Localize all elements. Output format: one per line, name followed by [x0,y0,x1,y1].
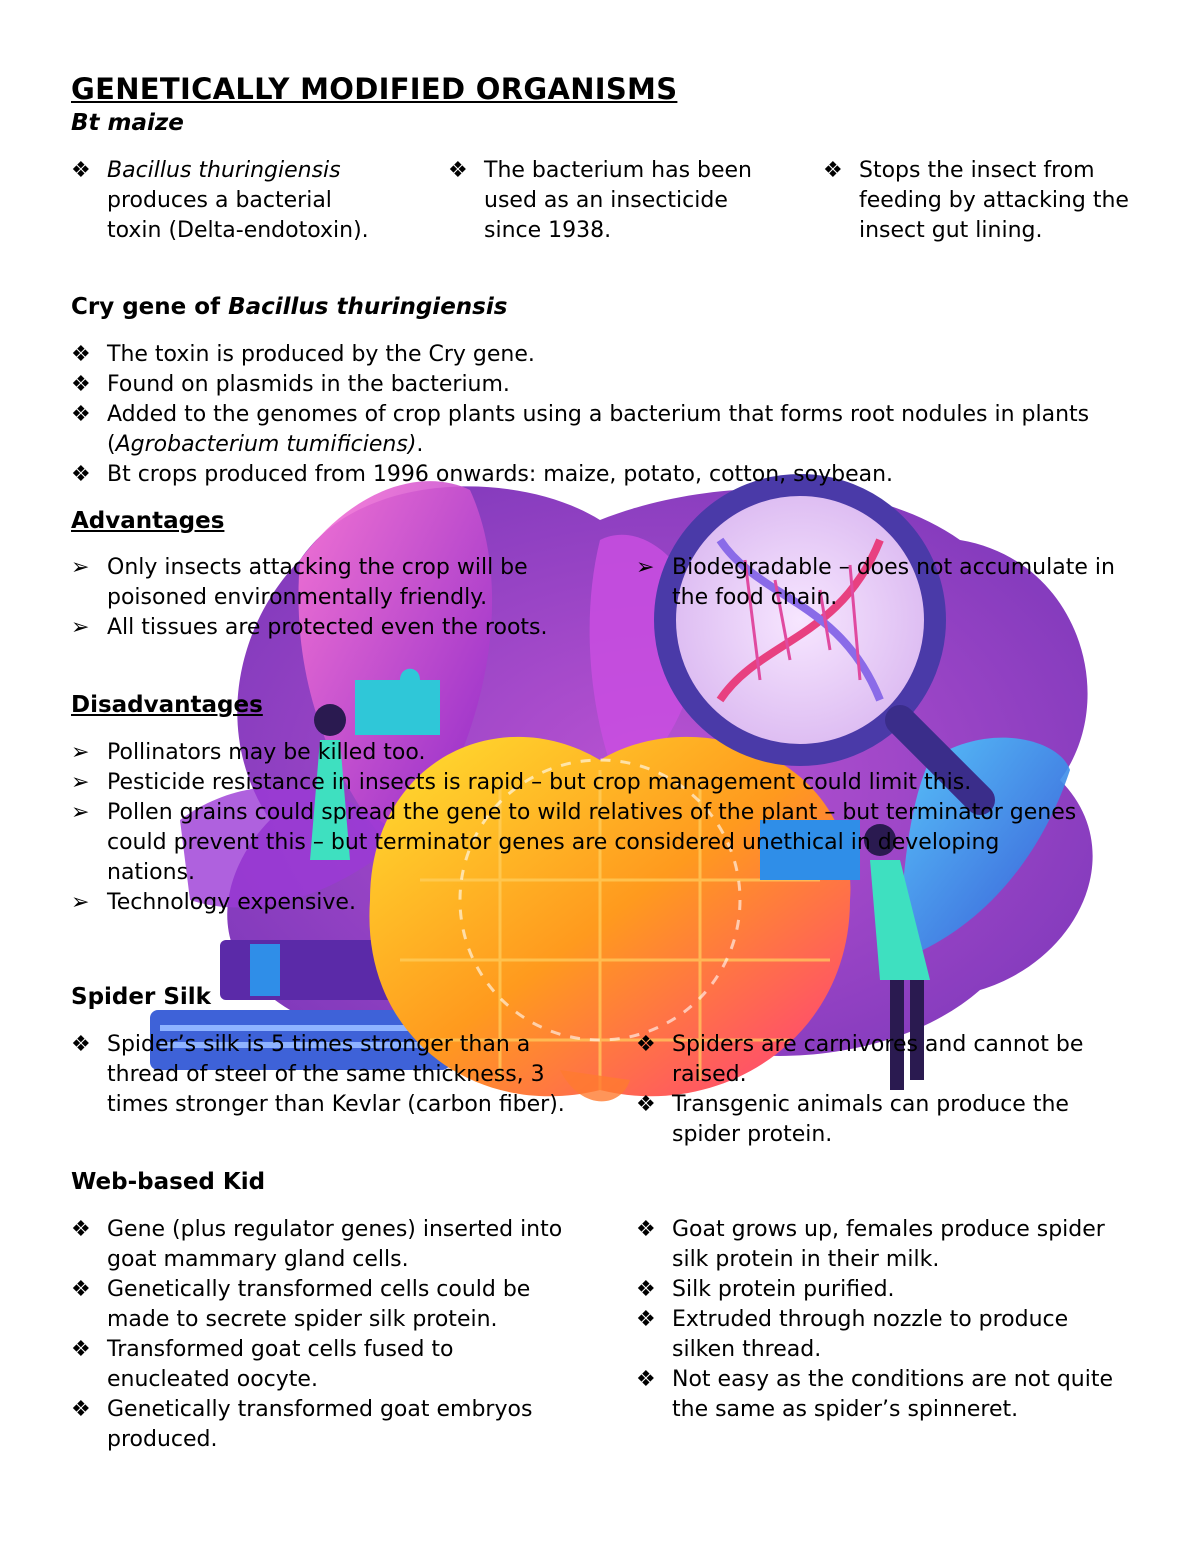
bt-maize-col-1 [71,156,391,246]
heading-text: Cry gene of [71,294,229,320]
list-item [636,1030,1136,1090]
list-item-text: Genetically transformed cells could be made to secrete spider silk protein. [107,1277,531,1332]
list-item [71,553,571,613]
list-item-text: produces a bacterial toxin (Delta-endotoxin). [107,188,369,243]
diamond-bullet-icon: ❖ [636,1307,656,1332]
arrow-bullet-icon: ➢ [71,770,90,795]
diamond-bullet-icon: ❖ [71,1397,91,1422]
list-item-text: Gene (plus regulator genes) inserted into goat mammary gland cells. [107,1217,563,1272]
list-item-text: Stops the insect from feeding by attacking the insect gut lining. [859,158,1129,243]
list-item-text: Found on plasmids in the bacterium. [107,372,510,397]
diamond-bullet-icon: ❖ [71,158,91,183]
arrow-bullet-icon: ➢ [71,890,90,915]
list-item-text: Pollen grains could spread the gene to wild relatives of the plant – but terminator genes could prevent this – but terminator genes are considered unethical in developing nations. [107,800,1077,885]
list-item [823,156,1143,246]
diamond-bullet-icon: ❖ [823,158,843,183]
diamond-bullet-icon: ❖ [71,342,91,367]
species-name: Bacillus thuringiensis [107,158,341,183]
advantages-right [636,553,1136,613]
section-heading-cry-gene [71,292,507,322]
list-item [636,1090,1136,1150]
list-item-text: Pesticide resistance in insects is rapid – but crop management could limit this. [107,770,972,795]
diamond-bullet-icon: ❖ [71,1217,91,1242]
spider-silk-left [71,1030,571,1120]
arrow-bullet-icon: ➢ [71,800,90,825]
diamond-bullet-icon: ❖ [636,1277,656,1302]
list-item-text: . [416,432,424,457]
list-item [71,738,1081,768]
list-item [636,1275,1136,1305]
cry-gene-list [71,340,1151,490]
list-item [71,613,571,643]
list-item [71,400,1151,460]
section-heading-web-based-kid: Web-based Kid [71,1169,266,1195]
diamond-bullet-icon: ❖ [636,1217,656,1242]
section-heading-bt-maize: Bt maize [71,110,184,136]
advantages-left [71,553,571,643]
disadvantages-list [71,738,1081,918]
list-item [636,1365,1136,1425]
list-item-text: Biodegradable – does not accumulate in the food chain. [672,555,1115,610]
arrow-bullet-icon: ➢ [71,555,90,580]
arrow-bullet-icon: ➢ [71,615,90,640]
section-heading-disadvantages: Disadvantages [71,692,263,718]
page-title: GENETICALLY MODIFIED ORGANISMS [71,72,678,106]
list-item-text: Not easy as the conditions are not quite the same as spider’s spinneret. [672,1367,1114,1422]
diamond-bullet-icon: ❖ [71,1032,91,1057]
list-item-text: All tissues are protected even the roots. [107,615,548,640]
section-heading-spider-silk: Spider Silk [71,984,211,1010]
diamond-bullet-icon: ❖ [448,158,468,183]
list-item-text: The bacterium has been used as an insecticide since 1938. [484,158,752,243]
list-item-text: Only insects attacking the crop will be poisoned environmentally friendly. [107,555,528,610]
arrow-bullet-icon: ➢ [636,555,655,580]
diamond-bullet-icon: ❖ [636,1092,656,1117]
arrow-bullet-icon: ➢ [71,740,90,765]
list-item [71,768,1081,798]
diamond-bullet-icon: ❖ [71,1337,91,1362]
list-item [636,1215,1136,1275]
section-heading-advantages: Advantages [71,508,225,534]
list-item [71,370,1151,400]
web-kid-left [71,1215,571,1455]
bt-maize-col-2 [448,156,768,246]
heading-species: Bacillus thuringiensis [228,294,508,320]
list-item [71,888,1081,918]
list-item-text: Pollinators may be killed too. [107,740,426,765]
list-item-text: Goat grows up, females produce spider silk protein in their milk. [672,1217,1105,1272]
list-item-text: Silk protein purified. [672,1277,895,1302]
list-item [71,798,1081,888]
list-item [71,1030,571,1120]
list-item-text: Extruded through nozzle to produce silken thread. [672,1307,1069,1362]
list-item [71,1215,571,1275]
list-item-text: Genetically transformed goat embryos produced. [107,1397,533,1452]
list-item [71,156,391,246]
list-item-text: Added to the genomes of crop plants using a bacterium that forms root nodules in plants ( [107,402,1090,457]
list-item-text: Spiders are carnivores and cannot be raised. [672,1032,1084,1087]
list-item-text: Spider’s silk is 5 times stronger than a thread of steel of the same thickness, 3 times stronger than Kevlar (carbon fiber). [107,1032,565,1117]
spider-silk-right [636,1030,1136,1150]
list-item-text: Transgenic animals can produce the spider protein. [672,1092,1069,1147]
list-item-text: Technology expensive. [107,890,356,915]
list-item [636,553,1136,613]
diamond-bullet-icon: ❖ [71,402,91,427]
list-item [71,1395,571,1455]
list-item-text: Bt crops produced from 1996 onwards: maize, potato, cotton, soybean. [107,462,894,487]
list-item [71,340,1151,370]
diamond-bullet-icon: ❖ [71,462,91,487]
list-item [448,156,768,246]
list-item [636,1305,1136,1365]
list-item [71,1275,571,1335]
web-kid-right [636,1215,1136,1425]
species-name: Agrobacterium tumificiens) [115,432,417,457]
diamond-bullet-icon: ❖ [636,1367,656,1392]
diamond-bullet-icon: ❖ [636,1032,656,1057]
diamond-bullet-icon: ❖ [71,1277,91,1302]
list-item [71,1335,571,1395]
list-item-text: The toxin is produced by the Cry gene. [107,342,535,367]
list-item-text: Transformed goat cells fused to enucleated oocyte. [107,1337,454,1392]
list-item [71,460,1151,490]
diamond-bullet-icon: ❖ [71,372,91,397]
bt-maize-col-3 [823,156,1143,246]
